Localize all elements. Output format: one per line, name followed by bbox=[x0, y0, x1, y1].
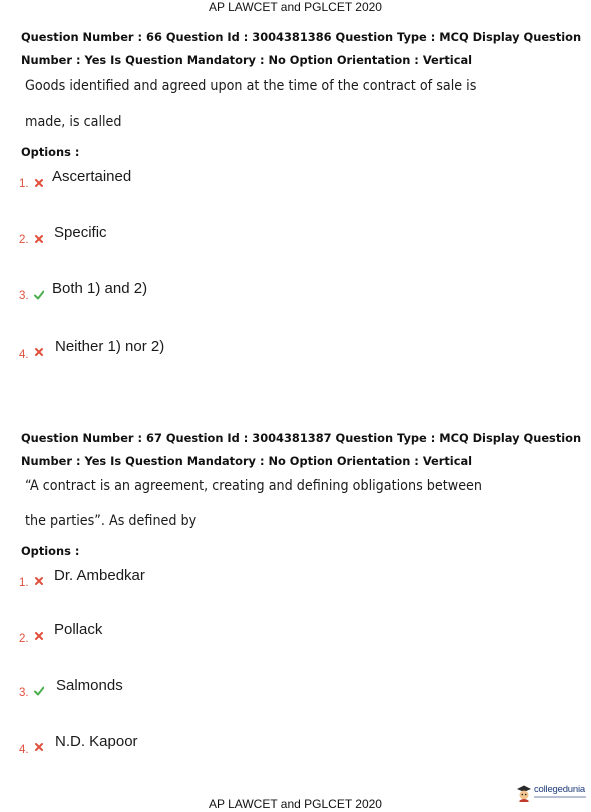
option-text: Specific bbox=[54, 224, 107, 241]
option-number: 1. bbox=[19, 178, 29, 190]
page-footer: AP LAWCET and PGLCET 2020 bbox=[209, 797, 382, 811]
cross-icon bbox=[34, 234, 44, 244]
cross-icon bbox=[34, 178, 44, 188]
question-meta: Number : Yes Is Question Mandatory : No Option Orientation : Vertical bbox=[21, 53, 473, 67]
option-number: 3. bbox=[19, 290, 29, 302]
option-number: 4. bbox=[19, 349, 29, 361]
question-meta: Number : Yes Is Question Mandatory : No Option Orientation : Vertical bbox=[21, 454, 473, 468]
option-text: Ascertained bbox=[52, 168, 132, 185]
option-number: 4. bbox=[19, 744, 29, 756]
option-text: Neither 1) nor 2) bbox=[55, 338, 165, 355]
page-header: AP LAWCET and PGLCET 2020 bbox=[209, 0, 382, 14]
logo-text: collegedunia bbox=[534, 784, 585, 795]
options-label: Options : bbox=[21, 145, 80, 159]
option-number: 3. bbox=[19, 687, 29, 699]
question-text: “A contract is an agreement, creating and defining obligations between bbox=[25, 478, 483, 494]
check-icon bbox=[34, 290, 44, 300]
options-label: Options : bbox=[21, 544, 80, 558]
question-meta: Question Number : 66 Question Id : 3004381386 Question Type : MCQ Display Question bbox=[21, 30, 582, 44]
option-number: 1. bbox=[19, 577, 29, 589]
cross-icon bbox=[34, 631, 44, 641]
option-text: Dr. Ambedkar bbox=[54, 567, 145, 584]
option-text: Pollack bbox=[54, 621, 103, 638]
question-text: made, is called bbox=[25, 114, 122, 130]
option-number: 2. bbox=[19, 234, 29, 246]
question-text: the parties”. As defined by bbox=[25, 513, 197, 529]
option-text: Salmonds bbox=[56, 677, 123, 694]
check-icon bbox=[34, 686, 44, 696]
question-text: Goods identified and agreed upon at the time of the contract of sale is bbox=[25, 78, 477, 94]
option-text: Both 1) and 2) bbox=[52, 280, 148, 297]
cross-icon bbox=[34, 576, 44, 586]
option-text: N.D. Kapoor bbox=[55, 733, 138, 750]
cross-icon bbox=[34, 347, 44, 357]
question-meta: Question Number : 67 Question Id : 3004381387 Question Type : MCQ Display Question bbox=[21, 431, 582, 445]
option-number: 2. bbox=[19, 633, 29, 645]
cross-icon bbox=[34, 742, 44, 752]
